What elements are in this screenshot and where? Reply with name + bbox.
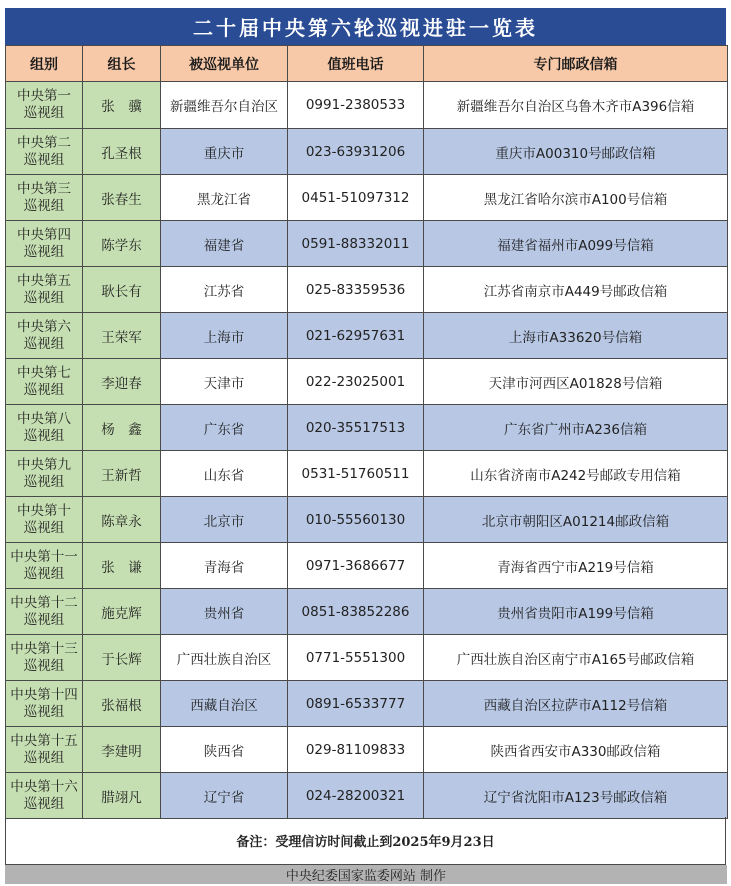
group-label-line: 中央第十六 [10, 778, 78, 795]
phone-cell: 023-63931206 [288, 129, 424, 175]
group-cell [6, 451, 83, 497]
table-row [6, 129, 728, 175]
group-cell [6, 359, 83, 405]
group-label-line: 巡视组 [23, 519, 65, 536]
header-group: 组别 [6, 46, 83, 82]
leader-cell: 耿长有 [83, 267, 161, 313]
table-row [6, 405, 728, 451]
leader-cell: 张春生 [83, 175, 161, 221]
mailbox-cell: 上海市A33620号信箱 [424, 313, 728, 359]
group-cell [6, 221, 83, 267]
group-cell [6, 405, 83, 451]
group-cell [6, 727, 83, 773]
table-row [6, 82, 728, 129]
mailbox-cell: 广东省广州市A236信箱 [424, 405, 728, 451]
table-row [6, 681, 728, 727]
group-cell [6, 635, 83, 681]
group-label-line: 巡视组 [23, 427, 65, 444]
phone-cell: 024-28200321 [288, 773, 424, 819]
group-cell [6, 267, 83, 313]
mailbox-cell: 广西壮族自治区南宁市A165号邮政信箱 [424, 635, 728, 681]
leader-cell: 王荣军 [83, 313, 161, 359]
group-cell [6, 589, 83, 635]
group-label-line: 巡视组 [23, 657, 65, 674]
header-row [6, 46, 728, 82]
group-label-line: 巡视组 [23, 473, 65, 490]
group-cell [6, 497, 83, 543]
phone-cell: 025-83359536 [288, 267, 424, 313]
table-row [6, 221, 728, 267]
phone-cell: 020-35517513 [288, 405, 424, 451]
group-label-line: 中央第八 [17, 410, 71, 427]
leader-cell: 于长辉 [83, 635, 161, 681]
unit-cell: 重庆市 [161, 129, 288, 175]
mailbox-cell: 北京市朝阳区A01214邮政信箱 [424, 497, 728, 543]
mailbox-cell: 福建省福州市A099号信箱 [424, 221, 728, 267]
mailbox-cell: 西藏自治区拉萨市A112号信箱 [424, 681, 728, 727]
phone-cell: 0591-88332011 [288, 221, 424, 267]
unit-cell: 青海省 [161, 543, 288, 589]
header-mailbox: 专门邮政信箱 [424, 46, 728, 82]
header-leader: 组长 [83, 46, 161, 82]
group-label-line: 中央第十四 [10, 686, 78, 703]
unit-cell: 新疆维吾尔自治区 [161, 82, 288, 129]
table-row [6, 313, 728, 359]
unit-cell: 广东省 [161, 405, 288, 451]
group-label-line: 巡视组 [23, 289, 65, 306]
unit-cell: 山东省 [161, 451, 288, 497]
mailbox-cell: 新疆维吾尔自治区乌鲁木齐市A396信箱 [424, 82, 728, 129]
phone-cell: 010-55560130 [288, 497, 424, 543]
mailbox-cell: 山东省济南市A242号邮政专用信箱 [424, 451, 728, 497]
group-label-line: 中央第七 [17, 364, 71, 381]
unit-cell: 辽宁省 [161, 773, 288, 819]
leader-cell: 李建明 [83, 727, 161, 773]
group-label-line: 中央第四 [17, 226, 71, 243]
mailbox-cell: 黑龙江省哈尔滨市A100号信箱 [424, 175, 728, 221]
inspection-table [5, 45, 728, 819]
group-label-line: 巡视组 [23, 795, 65, 812]
table-row [6, 175, 728, 221]
mailbox-cell: 陕西省西安市A330邮政信箱 [424, 727, 728, 773]
phone-cell: 0851-83852286 [288, 589, 424, 635]
group-label-line: 中央第六 [17, 318, 71, 335]
group-cell [6, 313, 83, 359]
phone-cell: 0991-2380533 [288, 82, 424, 129]
unit-cell: 广西壮族自治区 [161, 635, 288, 681]
group-label-line: 中央第三 [17, 180, 71, 197]
header-unit: 被巡视单位 [161, 46, 288, 82]
unit-cell: 贵州省 [161, 589, 288, 635]
unit-cell: 福建省 [161, 221, 288, 267]
remark-note: 备注：受理信访时间截止到2025年9月23日 [5, 817, 726, 865]
leader-cell: 陈学东 [83, 221, 161, 267]
phone-cell: 0971-3686677 [288, 543, 424, 589]
table-title: 二十届中央第六轮巡视进驻一览表 [5, 8, 726, 45]
header-phone: 值班电话 [288, 46, 424, 82]
group-label-line: 巡视组 [23, 243, 65, 260]
group-label-line: 巡视组 [23, 151, 65, 168]
group-cell [6, 82, 83, 129]
mailbox-cell: 江苏省南京市A449号邮政信箱 [424, 267, 728, 313]
phone-cell: 021-62957631 [288, 313, 424, 359]
group-label-line: 巡视组 [23, 703, 65, 720]
leader-cell: 杨 鑫 [83, 405, 161, 451]
phone-cell: 029-81109833 [288, 727, 424, 773]
group-label-line: 巡视组 [23, 105, 65, 121]
table-row [6, 267, 728, 313]
table-row [6, 359, 728, 405]
unit-cell: 上海市 [161, 313, 288, 359]
mailbox-cell: 贵州省贵阳市A199号信箱 [424, 589, 728, 635]
group-cell [6, 681, 83, 727]
mailbox-cell: 辽宁省沈阳市A123号邮政信箱 [424, 773, 728, 819]
leader-cell: 陈章永 [83, 497, 161, 543]
group-cell [6, 129, 83, 175]
group-cell [6, 543, 83, 589]
mailbox-cell: 重庆市A00310号邮政信箱 [424, 129, 728, 175]
phone-cell: 0451-51097312 [288, 175, 424, 221]
leader-cell: 张 骥 [83, 82, 161, 129]
group-cell [6, 773, 83, 819]
phone-cell: 0891-6533777 [288, 681, 424, 727]
group-label-line: 巡视组 [23, 381, 65, 398]
unit-cell: 江苏省 [161, 267, 288, 313]
phone-cell: 022-23025001 [288, 359, 424, 405]
group-label-line: 中央第十五 [10, 732, 78, 749]
leader-cell: 李迎春 [83, 359, 161, 405]
group-label-line: 巡视组 [23, 749, 65, 766]
group-label-line: 中央第十三 [10, 640, 78, 657]
leader-cell: 张 谦 [83, 543, 161, 589]
phone-cell: 0771-5551300 [288, 635, 424, 681]
group-label-line: 巡视组 [23, 565, 65, 582]
footer-credit: 中央纪委国家监委网站 制作 [5, 865, 727, 884]
leader-cell: 张福根 [83, 681, 161, 727]
group-cell [6, 175, 83, 221]
unit-cell: 黑龙江省 [161, 175, 288, 221]
table-row [6, 635, 728, 681]
phone-cell: 0531-51760511 [288, 451, 424, 497]
table-row [6, 451, 728, 497]
mailbox-cell: 天津市河西区A01828号信箱 [424, 359, 728, 405]
unit-cell: 天津市 [161, 359, 288, 405]
group-label-line: 中央第五 [17, 272, 71, 289]
table-row [6, 589, 728, 635]
group-label-line: 中央第九 [17, 456, 71, 473]
group-label-line: 中央第一 [17, 88, 71, 104]
leader-cell: 腊翊凡 [83, 773, 161, 819]
group-label-line: 巡视组 [23, 611, 65, 628]
group-label-line: 巡视组 [23, 197, 65, 214]
leader-cell: 孔圣根 [83, 129, 161, 175]
group-label-line: 中央第十二 [10, 594, 78, 611]
unit-cell: 北京市 [161, 497, 288, 543]
group-label-line: 中央第二 [17, 134, 71, 151]
mailbox-cell: 青海省西宁市A219号信箱 [424, 543, 728, 589]
unit-cell: 陕西省 [161, 727, 288, 773]
table-row [6, 773, 728, 819]
leader-cell: 王新哲 [83, 451, 161, 497]
table-row [6, 497, 728, 543]
unit-cell: 西藏自治区 [161, 681, 288, 727]
leader-cell: 施克辉 [83, 589, 161, 635]
table-row [6, 543, 728, 589]
group-label-line: 中央第十 [17, 502, 71, 519]
group-label-line: 巡视组 [23, 335, 65, 352]
group-label-line: 中央第十一 [10, 548, 78, 565]
table-row [6, 727, 728, 773]
